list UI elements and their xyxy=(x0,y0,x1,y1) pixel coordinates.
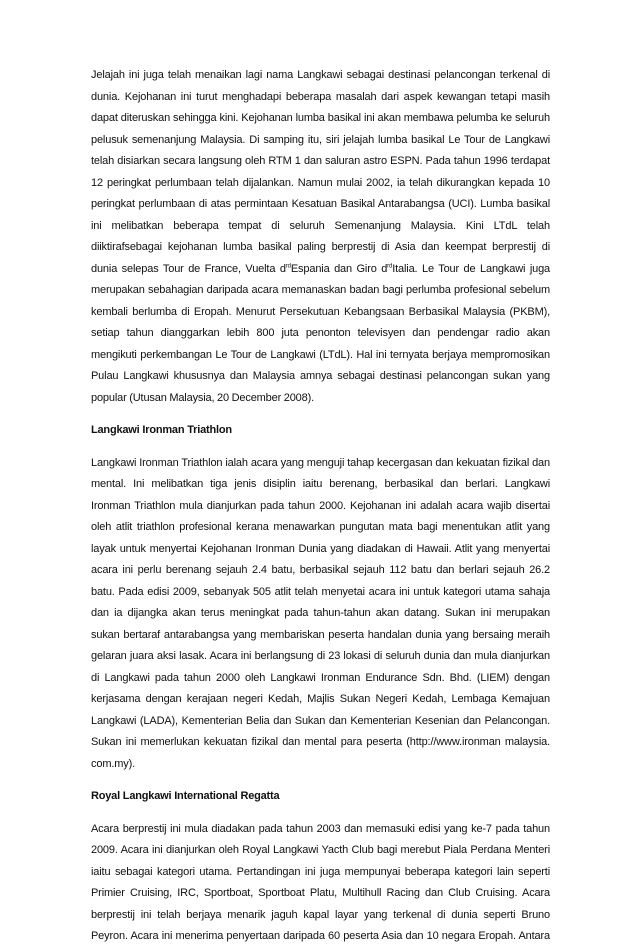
text-line: pelusuk semenanjung Malaysia. Di samping itu, siri jelajah lumba basikal Le Tour de Langkawi xyxy=(91,133,550,146)
text-line: Ironman Triathlon mula dianjurkan pada tahun 2000. Kejohanan ini adalah acara wajib disertai xyxy=(91,499,550,512)
text-column xyxy=(91,65,550,948)
text-line: Pulau Langkawi khususnya dan Malaysia amnya sebagai destinasi pelancongan sukan yang xyxy=(91,370,550,382)
text-line: peringkat perlumbaan di atas permintaan Kesatuan Basikal Antarabangsa (UCI). Lumba basikal xyxy=(91,198,550,210)
text-line: Sukan ini memerlukan kekuatan fizikal dan mental para peserta (http://www.ironman malaysia. xyxy=(91,736,550,748)
text-line: kembali berlumba di Eropah. Menurut Persekutuan Kebangsaan Berbasikal Malaysia (PKBM), xyxy=(91,305,550,318)
paragraph-le-tour xyxy=(91,65,550,409)
text-line: com.my). xyxy=(91,757,136,770)
text-fragment: Italia. Le Tour de Langkawi juga xyxy=(392,262,551,275)
text-line: setiap tahun dianggarkan lebih 800 juta penonton televisyen dan pendengar radio akan xyxy=(91,327,550,339)
text-line: telah disiarkan secara langsung oleh RTM 1 dan saluran astro ESPN. Pada tahun 1996 terdapat xyxy=(91,155,550,167)
text-fragment: dunia selepas Tour de France, Vuelta d xyxy=(91,262,286,275)
text-line: batu. Pada edisi 2009, sebanyak 505 atlit telah menyetai acara ini untuk kategori utama sahaja xyxy=(91,585,550,598)
text-fragment: Espania dan Giro d xyxy=(290,262,388,275)
text-line: Jelajah ini juga telah menaikan lagi nama Langkawi sebagai destinasi pelancongan terkenal di xyxy=(91,69,550,81)
paragraph-ironman xyxy=(91,453,550,776)
text-line: di Langkawi pada tahun 2000 oleh Langkawi Ironman Endurance Sdn. Bhd. (LIEM) dengan xyxy=(91,671,550,684)
text-line: 2009. Acara ini dianjurkan oleh Royal Langkawi Yacth Club bagi merebut Piala Perdana Menteri xyxy=(91,844,550,856)
text-line: popular (Utusan Malaysia, 20 December 2008). xyxy=(91,391,315,404)
paragraph-regatta xyxy=(91,819,550,948)
text-line: merupakan sebahagian daripada acara memanaskan badan bagi perlumba profesional sebelum xyxy=(91,284,550,296)
text-line: dapat diteruskan sehingga kini. Kejohanan lumba basikal ini akan membawa pelumba ke seluruh xyxy=(91,112,550,124)
text-line-superscript xyxy=(91,259,550,281)
superscript: rd xyxy=(285,262,291,269)
text-line: 12 peringkat perlumbaan telah dijalankan. Namun mulai 2002, ia telah dikurangkan kepada 10 xyxy=(91,176,550,189)
text-line: berprestij ini telah berjaya menarik jaguh kapal layar yang terkenal di dunia seperti Bruno xyxy=(91,908,550,921)
text-line: mengikuti perkembangan Le Tour de Langkawi (LTdL). Hal ini ternyata berjaya mempromosikan xyxy=(91,348,550,361)
text-line: Acara berprestij ini mula diadakan pada tahun 2003 dan memasuki edisi yang ke-7 pada tahun xyxy=(91,822,550,835)
text-line: dunia. Kejohanan ini turut menghadapi beberapa masalah dari aspek kewangan tetapi masih xyxy=(91,90,550,103)
text-line: gelaran juara aksi lasak. Acara ini berlangsung di 23 lokasi di seluruh dunia dan mula dianjurkan xyxy=(91,650,550,662)
text-line: ini melibatkan beberapa tempat di seluruh Semenanjung Malaysia. Kini LTdL telah xyxy=(91,219,550,232)
text-line: layak untuk menyertai Kejohanan Ironman Dunia yang diadakan di Hawaii. Atlit yang menyertai xyxy=(91,542,550,555)
text-line: Langkawi (LADA), Kementerian Belia dan Sukan dan Kementerian Kesenian dan Pelancongan. xyxy=(91,714,550,727)
text-line: dan ia dijangka akan terus meningkat pada tahun-tahun akan datang. Sukan ini merupakan xyxy=(91,607,550,619)
text-line: diiktirafsebagai kejohanan lumba basikal paling berprestij di Asia dan keempat berprestij di xyxy=(91,241,550,253)
text-line: Peyron. Acara ini menerima penyertaan daripada 60 peserta Asia dan 10 negara Eropah. Antara xyxy=(91,930,550,942)
section-heading-regatta: Royal Langkawi International Regatta xyxy=(91,790,280,802)
text-line: oleh atlit triathlon profesional kerana menawarkan pungutan mata bagi menentukan atlit yang xyxy=(91,521,550,533)
text-line: Langkawi Ironman Triathlon ialah acara yang menguji tahap kecergasan dan kekuatan fizikal dan xyxy=(91,456,550,469)
text-line: sukan bertaraf antarabangsa yang membariskan peserta handalan dunia yang bersaing meraih xyxy=(91,628,550,641)
section-heading-ironman: Langkawi Ironman Triathlon xyxy=(91,424,232,436)
text-line: iaitu sebagai kategori utama. Pertandingan ini juga mempunyai beberapa kategori lain seperti xyxy=(91,865,550,878)
text-line: mental. Ini melibatkan tiga jenis disiplin iaitu berenang, berbasikal dan berlari. Langkawi xyxy=(91,478,550,490)
superscript: rd xyxy=(387,262,393,269)
text-line: Primier Cruising, IRC, Sportboat, Sportboat Platu, Multihull Racing dan Club Cruising. Acara xyxy=(91,887,550,899)
text-line: kerjasama dengan kerajaan negeri Kedah, Majlis Sukan Negeri Kedah, Lembaga Kemajuan xyxy=(91,693,550,705)
text-line: acara ini perlu berenang sejauh 2.4 batu, berbasikal sejauh 112 batu dan berlari sejauh 26.2 xyxy=(91,564,550,576)
